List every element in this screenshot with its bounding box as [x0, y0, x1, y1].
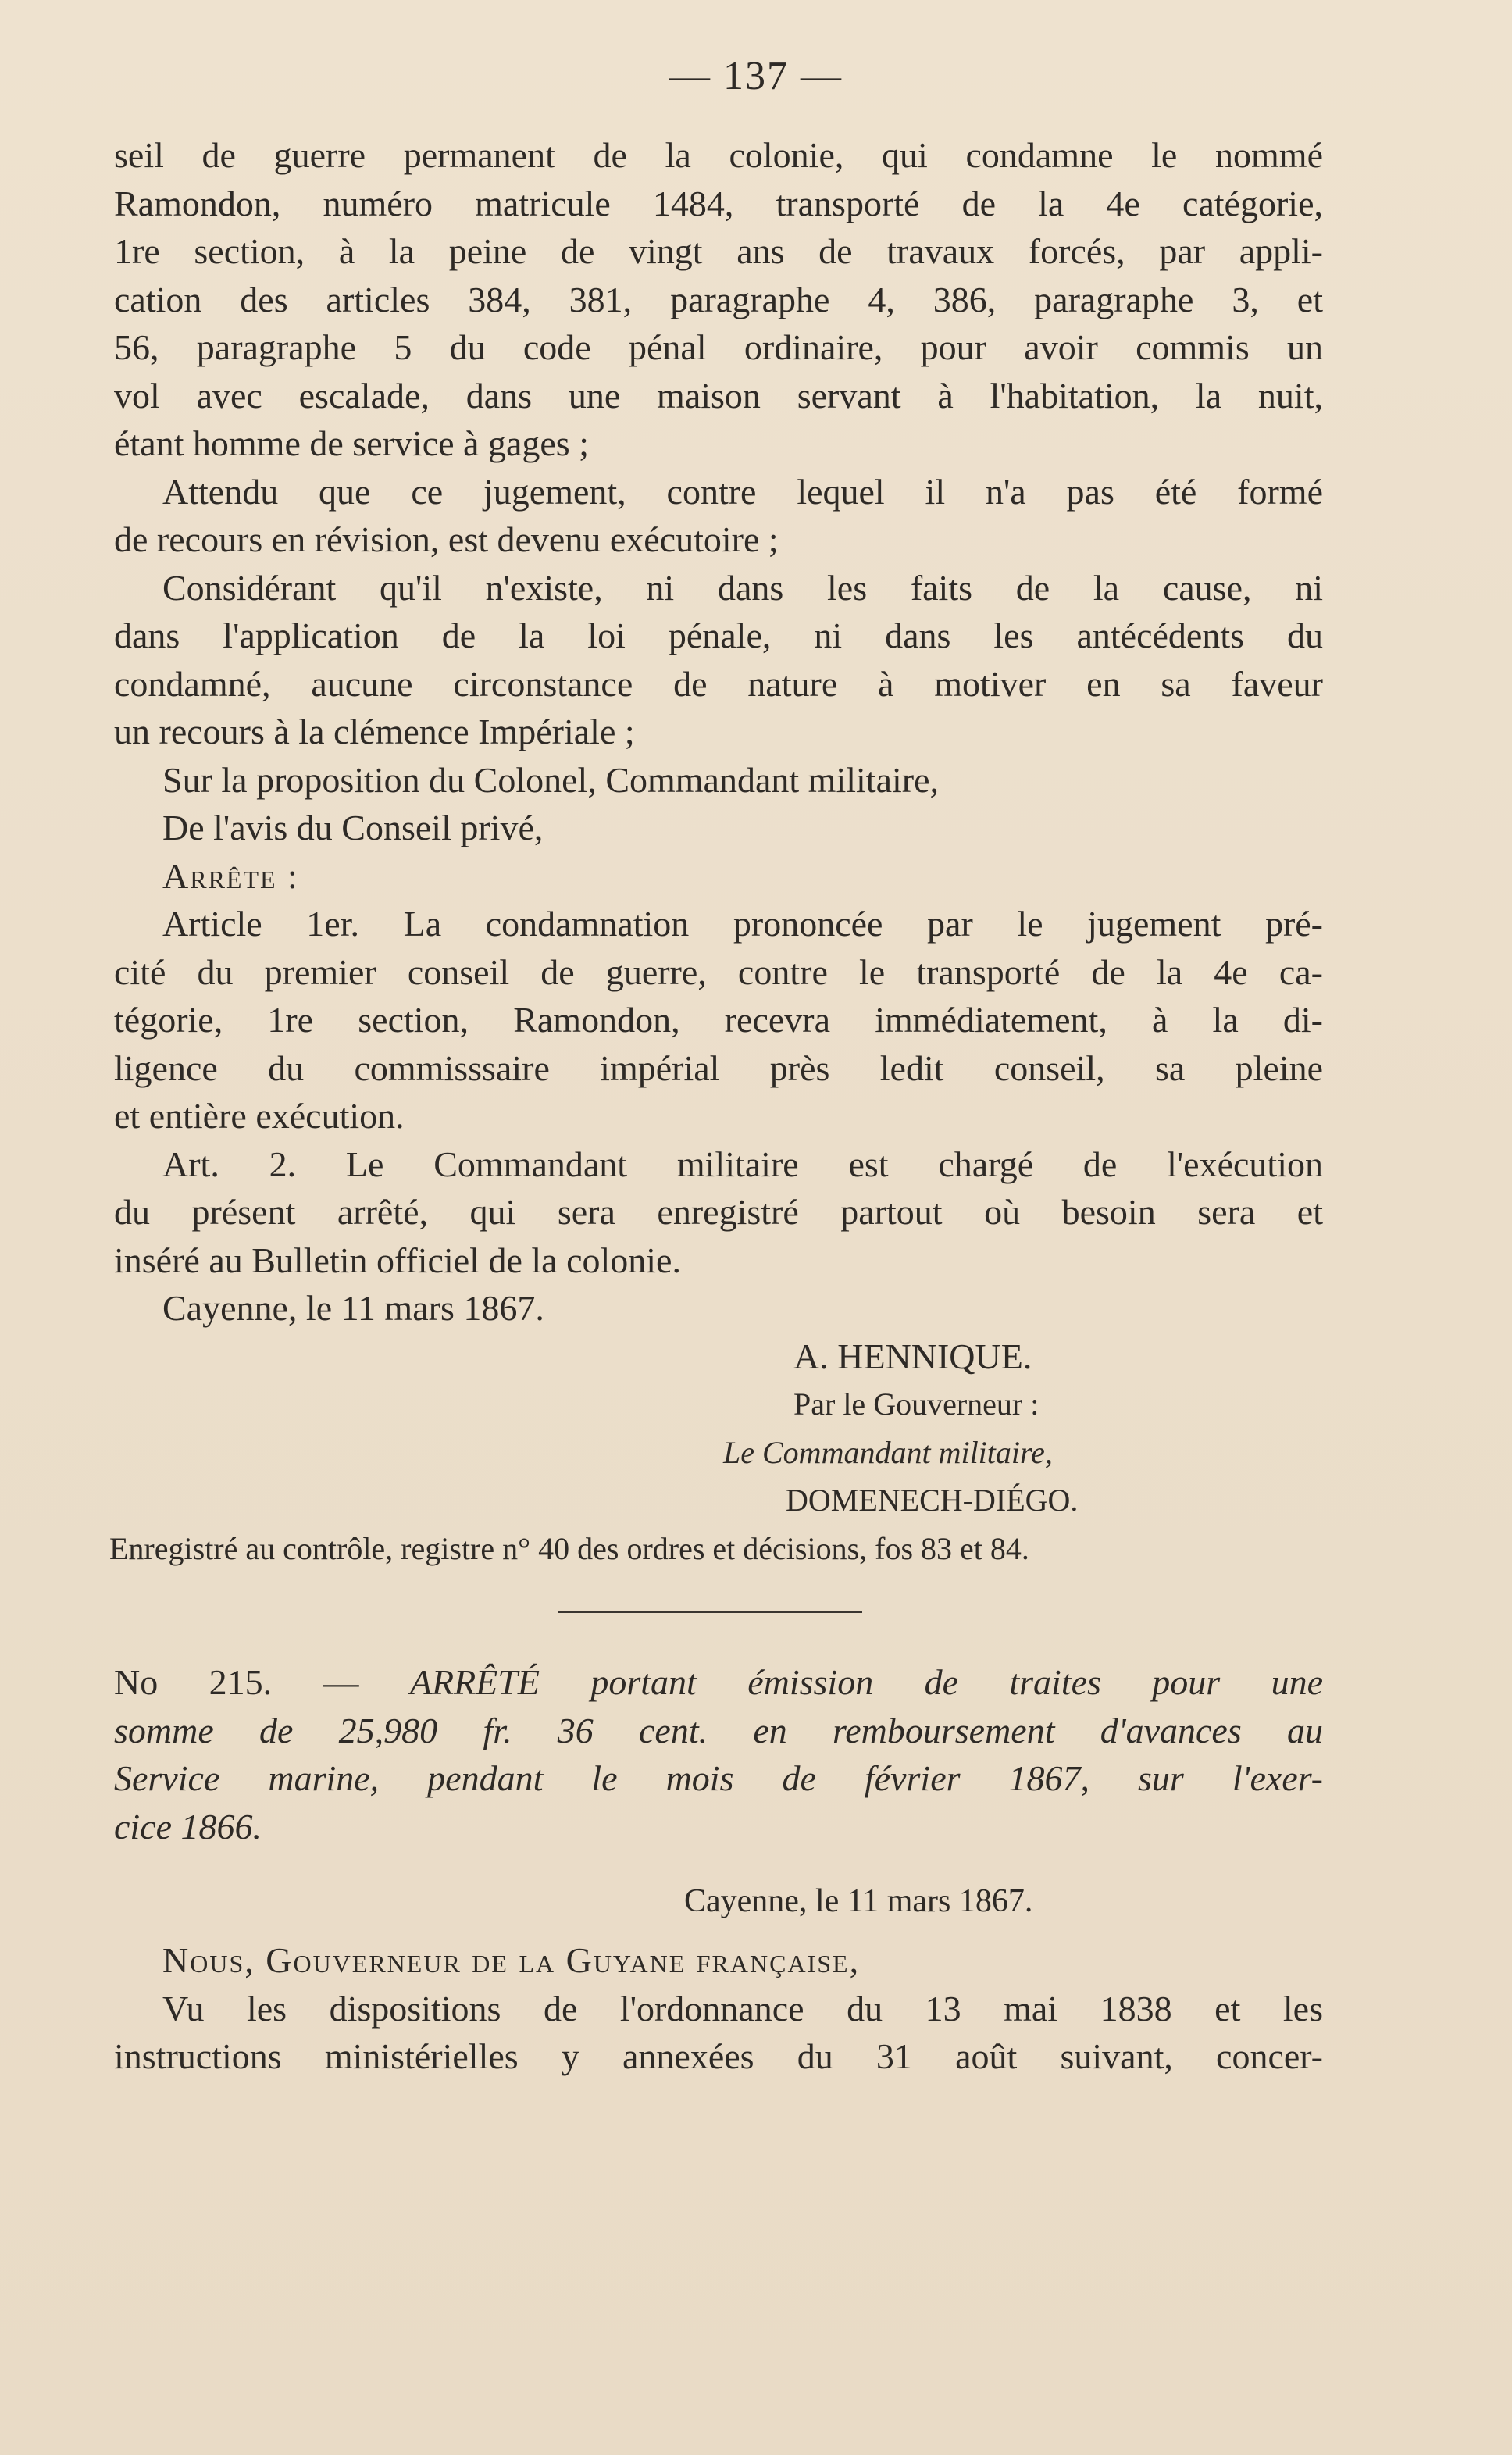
act-title-line	[114, 1658, 1323, 1707]
date-line: Cayenne, le 11 mars 1867.	[162, 1288, 544, 1328]
article-line: du présent arrêté, qui sera enregistré partout où besoin sera et	[114, 1192, 1323, 1232]
act-title-line	[114, 1754, 1323, 1803]
text-line: étant homme de service à gages ;	[114, 423, 589, 463]
article-line: inséré au Bulletin officiel de la colonie.	[114, 1240, 681, 1280]
act-opening: Nous, Gouverneur de la Guyane française,	[162, 1940, 861, 1980]
separator	[114, 1572, 1323, 1658]
article-line: cité du premier conseil de guerre, contre le transporté de la 4e ca-	[114, 951, 1323, 992]
separator-rule	[558, 1611, 862, 1613]
act-dash: —	[323, 1662, 359, 1702]
act-number: No 215.	[114, 1662, 273, 1702]
page-number: — 137 —	[669, 54, 843, 98]
article-line: Article 1er. La condamnation prononcée par le jugement pré-	[162, 904, 1323, 944]
signature-name: A. HENNIQUE.	[793, 1336, 1032, 1376]
act-title-line	[114, 1707, 1323, 1755]
act-title: Service marine, pendant le mois de février 1867, sur l'exer-	[114, 1758, 1323, 1798]
act-title: cice 1866.	[114, 1806, 262, 1847]
text-line: vol avec escalade, dans une maison servant à l'habitation, la nuit,	[114, 375, 1323, 416]
considerant-line: un recours à la clémence Impériale ;	[114, 712, 635, 751]
act-title-line	[114, 1803, 1323, 1851]
text-line: 1re section, à la peine de vingt ans de travaux forcés, par appli-	[114, 231, 1323, 271]
act-date: Cayenne, le 11 mars 1867.	[684, 1883, 1033, 1919]
act-title: ARRÊTÉ portant émission de traites pour une	[409, 1662, 1324, 1702]
text-line: seil de guerre permanent de la colonie, qui condamne le nommé	[114, 135, 1323, 175]
article-line: Art. 2. Le Commandant militaire est chargé de l'exécution	[162, 1144, 1323, 1184]
text-line: Ramondon, numéro matricule 1484, transporté de la 4e catégorie,	[114, 183, 1323, 223]
signature-cosigner: DOMENECH-DIÉGO.	[786, 1483, 1079, 1518]
considerant-line: De l'avis du Conseil privé,	[162, 808, 544, 847]
considerant-line: condamné, aucune circonstance de nature à motiver en sa faveur	[114, 663, 1323, 704]
arrete-label: Arrête :	[162, 855, 299, 896]
signature-role: Le Commandant militaire,	[723, 1434, 1053, 1470]
body-text	[109, 131, 1324, 2081]
act-body-line: Vu les dispositions de l'ordonnance du 13 mai 1838 et les	[162, 1988, 1323, 2029]
act-body-line: instructions ministérielles y annexées du 31 août suivant, concer-	[114, 2036, 1323, 2076]
text-line: 56, paragraphe 5 du code pénal ordinaire, pour avoir commis un	[114, 327, 1323, 367]
article-line: tégorie, 1re section, Ramondon, recevra immédiatement, à la di-	[114, 1000, 1323, 1040]
article-line: ligence du commisssaire impérial près ledit conseil, sa pleine	[114, 1047, 1323, 1088]
spacer	[114, 1850, 1323, 1866]
signature-by: Par le Gouverneur :	[793, 1386, 1040, 1422]
considerant-line: Considérant qu'il n'existe, ni dans les faits de la cause, ni	[162, 567, 1323, 608]
considerant-line: Attendu que ce jugement, contre lequel il n'a pas été formé	[162, 471, 1323, 512]
text-line: cation des articles 384, 381, paragraphe 4, 386, paragraphe 3, et	[114, 279, 1323, 319]
considerant-line: de recours en révision, est devenu exécutoire ;	[114, 519, 779, 559]
act-title: somme de 25,980 fr. 36 cent. en remboursement d'avances au	[114, 1710, 1323, 1750]
considerant-line: dans l'application de la loi pénale, ni dans les antécédents du	[114, 616, 1323, 655]
article-line: et entière exécution.	[114, 1096, 405, 1136]
considerant-line: Sur la proposition du Colonel, Commandant militaire,	[162, 759, 940, 800]
registration-line: Enregistré au contrôle, registre n° 40 des ordres et décisions, fos 83 et 84.	[109, 1530, 1029, 1566]
